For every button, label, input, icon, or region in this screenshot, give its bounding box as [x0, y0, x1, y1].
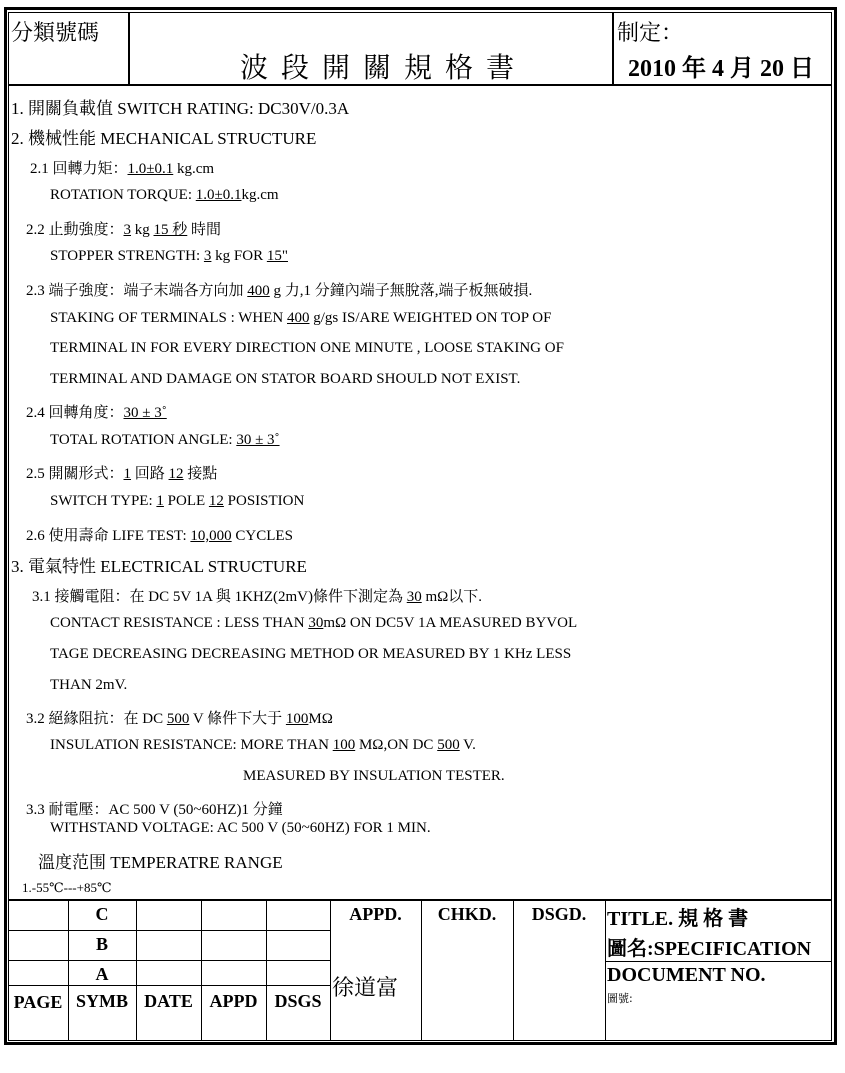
column-approved: APPD: [209, 991, 258, 1011]
header-divider-right: [612, 12, 614, 85]
spec-2-5-en: SWITCH TYPE: 1 POLE 12 POSISTION: [50, 493, 305, 509]
document-number-label: DOCUMENT NO.: [607, 964, 766, 986]
revision-b: B: [95, 934, 108, 954]
section-3-title: 3. 電氣特性 ELECTRICAL STRUCTURE: [11, 557, 307, 576]
spec-2-1-en: ROTATION TORQUE: 1.0±0.1kg.cm: [50, 187, 279, 203]
spec-2-1-zh: 2.1 回轉力矩：1.0±0.1 kg.cm: [30, 161, 215, 177]
made-label: 制定：: [617, 21, 684, 46]
drawing-name: 圖名:SPECIFICATION: [607, 938, 812, 960]
spec-2-3-en-line1: STAKING OF TERMINALS : WHEN 400 g/gs IS/ARE WEIGHTED ON TOP OF: [50, 310, 552, 326]
spec-3-2-en-line2: MEASURED BY INSULATION TESTER.: [243, 768, 505, 784]
spec-2-4-en: TOTAL ROTATION ANGLE: 30 ± 3˚: [50, 432, 280, 448]
temperature-range-title: 溫度范围 TEMPERATRE RANGE: [38, 853, 283, 872]
spec-3-3-zh: 3.3 耐電壓：AC 500 V (50~60HZ)1 分鐘: [26, 802, 283, 818]
spec-3-3-en: WITHSTAND VOLTAGE: AC 500 V (50~60HZ) FOR 1 MIN.: [50, 820, 431, 836]
column-symbol: SYMB: [75, 991, 128, 1011]
spec-2-2-zh: 2.2 止動強度：3 kg 15 秒 時間: [26, 222, 222, 238]
approver-name: 徐道富: [332, 976, 399, 1001]
made-date: 2010 年 4 月 20 日: [628, 56, 814, 82]
revision-a: A: [95, 964, 109, 984]
section-2-title: 2. 機械性能 MECHANICAL STRUCTURE: [11, 129, 317, 148]
column-page: PAGE: [13, 992, 63, 1012]
spec-2-2-en: STOPPER STRENGTH: 3 kg FOR 15": [50, 248, 288, 264]
designed-label: DSGD.: [531, 904, 587, 924]
spec-3-1-en-line3: THAN 2mV.: [50, 677, 128, 693]
checked-label: CHKD.: [437, 904, 497, 924]
column-designed: DSGS: [274, 991, 322, 1011]
spec-2-3-en-line2: TERMINAL IN FOR EVERY DIRECTION ONE MINUTE , LOOSE STAKING OF: [50, 340, 564, 356]
spec-3-2-zh: 3.2 絕緣阻抗：在 DC 500 V 條件下大于 100MΩ: [26, 711, 333, 727]
spec-3-2-en-line1: INSULATION RESISTANCE: MORE THAN 100 MΩ,ON DC 500 V.: [50, 737, 476, 753]
approved-label: APPD.: [349, 904, 402, 924]
revision-c: C: [95, 904, 109, 924]
title-block: [8, 899, 832, 1041]
spec-3-1-en-line1: CONTACT RESISTANCE : LESS THAN 30mΩ ON DC5V 1A MEASURED BYVOL: [50, 615, 578, 631]
title-label: TITLE. 規 格 書: [607, 908, 749, 930]
spec-3-1-en-line2: TAGE DECREASING DECREASING METHOD OR MEASURED BY 1 KHz LESS: [50, 646, 572, 662]
spec-2-6: 2.6 使用壽命 LIFE TEST: 10,000 CYCLES: [26, 528, 293, 544]
spec-2-5-zh: 2.5 開關形式：1 回路 12 接點: [26, 466, 218, 482]
spec-2-3-zh: 2.3 端子強度：端子末端各方向加 400 g 力,1 分鐘內端子無脫落,端子板無破損.: [26, 283, 533, 299]
temperature-range-value: 1.-55℃---+85℃: [22, 880, 112, 895]
spec-2-4-zh: 2.4 回轉角度：30 ± 3˚: [26, 405, 167, 421]
spec-3-1-zh: 3.1 接觸電阻：在 DC 5V 1A 與 1KHZ(2mV)條件下測定為 30 mΩ以下.: [32, 589, 483, 605]
classification-code-label: 分類號碼: [11, 21, 100, 46]
column-date: DATE: [144, 991, 193, 1011]
spec-2-3-en-line3: TERMINAL AND DAMAGE ON STATOR BOARD SHOULD NOT EXIST.: [50, 371, 521, 387]
header-divider-left: [128, 12, 130, 85]
section-1-switch-rating: 1. 開關負載值 SWITCH RATING: DC30V/0.3A: [11, 99, 350, 118]
document-title: 波段開關規格書: [240, 51, 528, 84]
drawing-number-label: 圖號:: [607, 992, 633, 1005]
